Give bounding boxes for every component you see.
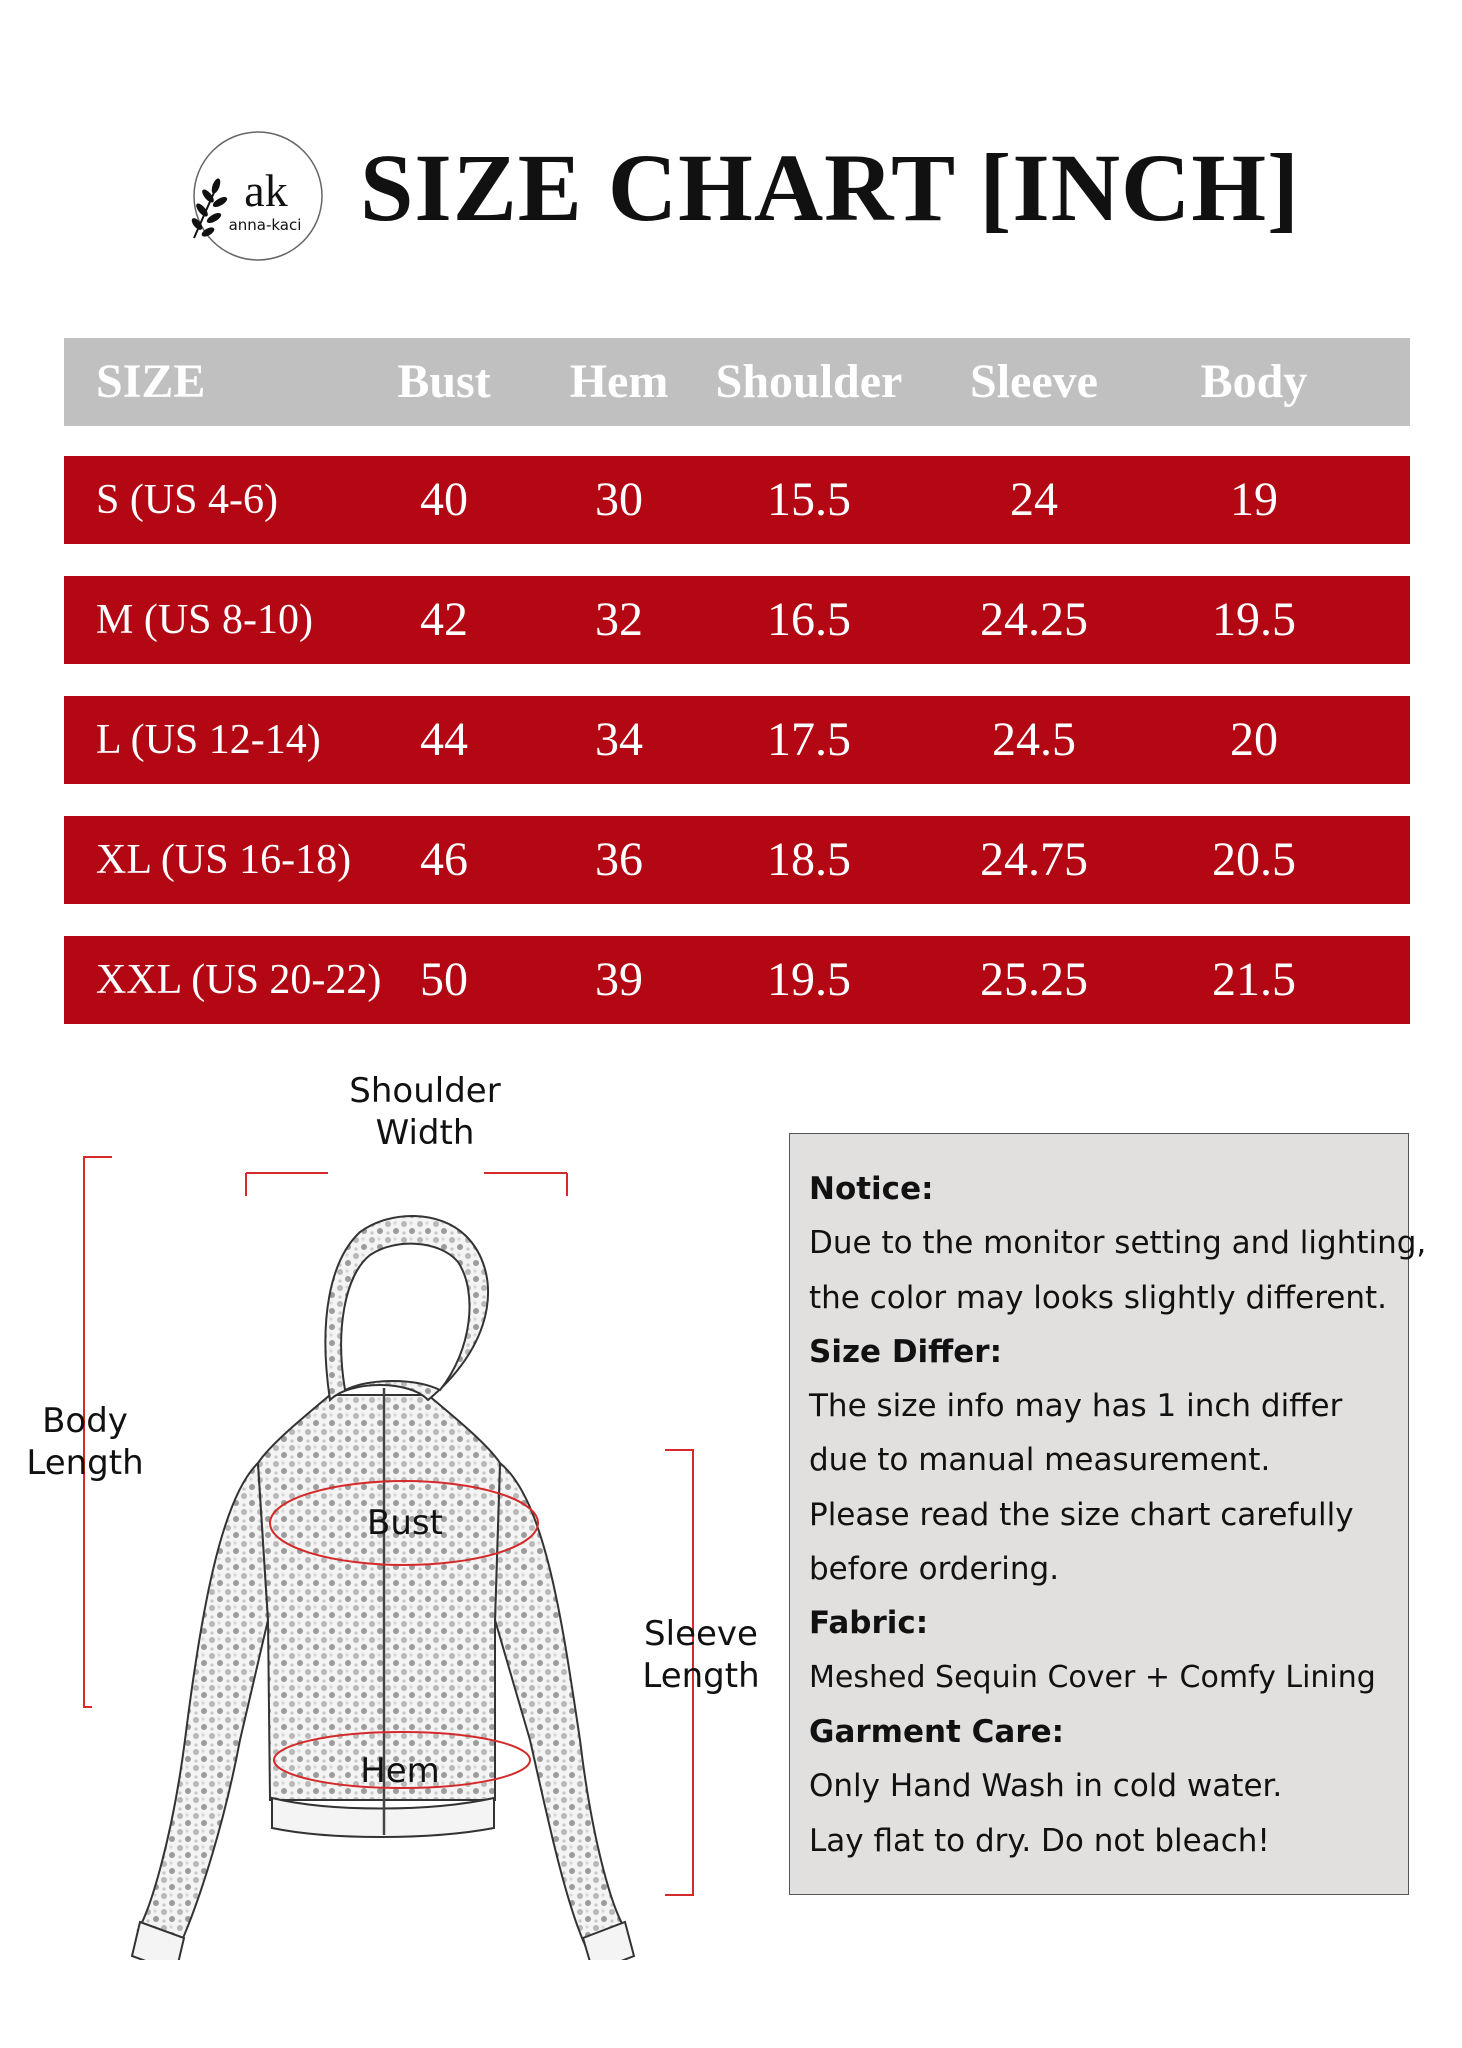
table-row: [64, 816, 1410, 904]
cell-bust: 50: [420, 953, 468, 1006]
cell-shoulder: 16.5: [767, 593, 851, 646]
cell-size: S (US 4-6): [96, 477, 279, 523]
size-differ-text: before ordering.: [809, 1551, 1060, 1588]
cell-hem: 32: [595, 593, 643, 646]
label-shoulder-line1: Shoulder: [349, 1071, 501, 1111]
notice-text: Due to the monitor setting and lighting,: [809, 1225, 1427, 1262]
header-sleeve: Sleeve: [970, 355, 1098, 408]
cell-bust: 44: [420, 713, 468, 766]
cell-hem: 30: [595, 473, 643, 526]
header-bust: Bust: [397, 355, 491, 408]
cell-sleeve: 24.5: [992, 713, 1076, 766]
size-differ-text: due to manual measurement.: [809, 1442, 1271, 1479]
notice-box: [789, 1133, 1427, 1895]
cell-sleeve: 25.25: [980, 953, 1088, 1006]
cell-body: 20.5: [1212, 833, 1296, 886]
size-differ-text: The size info may has 1 inch differ: [809, 1388, 1343, 1425]
label-body-length: [10, 1400, 160, 1484]
garment-care-text: Only Hand Wash in cold water.: [809, 1768, 1283, 1805]
hood-opening: [341, 1244, 469, 1390]
cell-shoulder: 15.5: [767, 473, 851, 526]
cell-bust: 42: [420, 593, 468, 646]
right-sleeve: [495, 1463, 626, 1945]
cell-hem: 39: [595, 953, 643, 1006]
cell-size: XL (US 16-18): [96, 837, 352, 883]
cell-body: 21.5: [1212, 953, 1296, 1006]
cell-shoulder: 18.5: [767, 833, 851, 886]
table-row: [64, 696, 1410, 784]
size-differ-text: Please read the size chart carefully: [809, 1496, 1354, 1533]
cell-sleeve: 24: [1010, 473, 1058, 526]
cell-shoulder: 17.5: [767, 713, 851, 766]
label-body-line2: Length: [26, 1443, 144, 1483]
header-size: SIZE: [96, 355, 206, 408]
table-header: [64, 338, 1410, 426]
notice-heading: Notice:: [809, 1171, 934, 1207]
size-differ-heading: Size Differ:: [809, 1333, 1002, 1370]
cell-sleeve: 24.75: [980, 833, 1088, 886]
brand-logo: [186, 126, 326, 266]
cell-bust: 46: [420, 833, 468, 886]
fabric-heading: Fabric:: [809, 1605, 929, 1642]
table-row: [64, 456, 1410, 544]
cell-hem: 36: [595, 833, 643, 886]
header-hem: Hem: [569, 355, 669, 408]
notice-text: the color may looks slightly different.: [809, 1279, 1387, 1316]
jacket-body: [258, 1395, 500, 1800]
label-bust: Bust: [367, 1503, 443, 1543]
cell-size: L (US 12-14): [96, 717, 321, 763]
page-title: SIZE CHART [INCH]: [360, 134, 1301, 241]
garment-care-heading: Garment Care:: [809, 1713, 1065, 1750]
label-sleeve-line2: Length: [642, 1656, 760, 1696]
left-sleeve: [138, 1463, 268, 1945]
cell-body: 20: [1230, 713, 1278, 766]
header-shoulder: Shoulder: [715, 355, 903, 408]
label-sleeve-length: [626, 1613, 776, 1697]
label-shoulder-line2: Width: [375, 1113, 475, 1153]
label-body-line1: Body: [42, 1401, 128, 1441]
cell-shoulder: 19.5: [767, 953, 851, 1006]
label-shoulder-width: [325, 1070, 525, 1154]
measurement-diagram: [0, 1060, 790, 1960]
cell-hem: 34: [595, 713, 643, 766]
cell-size: XXL (US 20-22): [96, 957, 382, 1003]
cell-body: 19: [1230, 473, 1278, 526]
cell-body: 19.5: [1212, 593, 1296, 646]
logo-monogram: ak: [244, 165, 288, 216]
label-sleeve-line1: Sleeve: [644, 1614, 758, 1654]
logo-brand-name: anna-kaci: [228, 216, 302, 234]
garment-care-text: Lay flat to dry. Do not bleach!: [809, 1822, 1270, 1859]
cell-size: M (US 8-10): [96, 597, 313, 643]
cell-sleeve: 24.25: [980, 593, 1088, 646]
table-row: [64, 936, 1410, 1024]
fabric-text: Meshed Sequin Cover + Comfy Lining: [809, 1659, 1376, 1695]
label-hem: Hem: [360, 1751, 440, 1791]
table-row: [64, 576, 1410, 664]
cell-bust: 40: [420, 473, 468, 526]
header-body: Body: [1200, 355, 1308, 408]
